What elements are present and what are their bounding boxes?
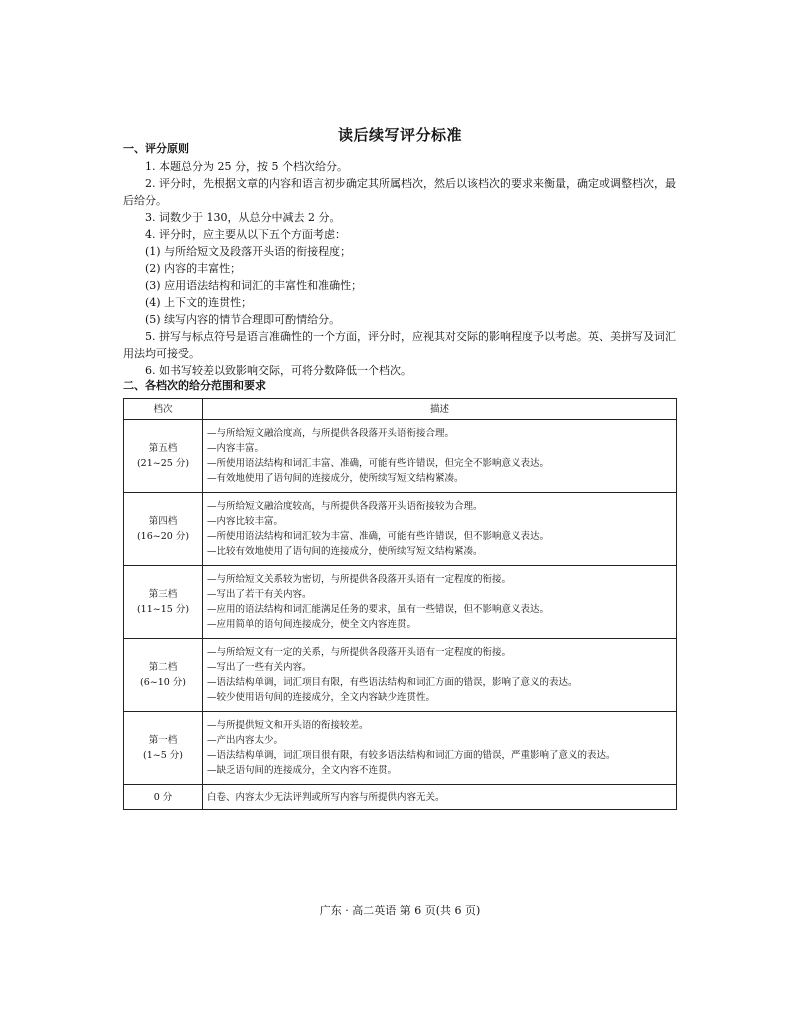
level-name: 第二档 — [148, 662, 178, 673]
consideration-item: (2) 内容的丰富性； — [145, 262, 242, 275]
description-cell — [203, 566, 677, 639]
description-line: —所使用语法结构和词汇较为丰富、准确，可能有些许错误，但不影响意义表达。 — [207, 531, 550, 542]
principles-block — [123, 158, 683, 379]
level-range: (16~20 分) — [136, 531, 190, 542]
section-heading-principles: 一、评分原则 — [123, 142, 189, 155]
table-row — [124, 420, 677, 493]
level-range: (1~5 分) — [143, 750, 183, 761]
consideration-item: (4) 上下文的连贯性； — [145, 296, 253, 309]
description-line: —内容比较丰富。 — [207, 516, 284, 527]
level-name: 第三档 — [148, 589, 178, 600]
level-range: (6~10 分) — [139, 677, 187, 688]
level-range: (11~15 分) — [136, 604, 190, 615]
description-line: —较少使用语句间的连接成分，全文内容缺少连贯性。 — [207, 692, 436, 703]
consideration-item: (3) 应用语法结构和词汇的丰富性和准确性； — [145, 279, 363, 292]
description-cell — [203, 493, 677, 566]
description-line: —写出了若干有关内容。 — [207, 589, 312, 600]
description-line: —内容丰富。 — [207, 443, 265, 454]
description-line: —与所提供短文和开头语的衔接较差。 — [207, 720, 369, 731]
table-row — [124, 493, 677, 566]
description-line: —应用简单的语句间连接成分，使全文内容连贯。 — [207, 619, 417, 630]
table-row-zero — [124, 785, 677, 810]
description-line: —与所给短文关系较为密切，与所提供各段落开头语有一定程度的衔接。 — [207, 574, 512, 585]
table-header-row — [124, 399, 677, 420]
table-row — [124, 712, 677, 785]
description-cell — [203, 639, 677, 712]
description-line: —语法结构单调，词汇项目有限，有些语法结构和词汇方面的错误，影响了意义的表达。 — [207, 677, 578, 688]
level-name: 第五档 — [148, 443, 178, 454]
description-line: —与所给短文有一定的关系，与所提供各段落开头语有一定程度的衔接。 — [207, 647, 512, 658]
description-line: —与所给短文融洽度较高，与所提供各段落开头语衔接较为合理。 — [207, 501, 483, 512]
page-footer: 广东 · 高二英语 第 6 页(共 6 页) — [319, 904, 481, 917]
level-range: (21~25 分) — [136, 458, 190, 469]
description-line: —语法结构单调，词汇项目很有限，有较多语法结构和词汇方面的错误，严重影响了意义的表达。 — [207, 750, 616, 761]
description-cell — [203, 712, 677, 785]
grading-table — [123, 398, 677, 810]
level-name: 第一档 — [148, 735, 178, 746]
principle-item: 5. 拼写与标点符号是语言准确性的一个方面，评分时，应视其对交际的影响程度予以考虑。英、美拼写及词汇用法均可接受。 — [123, 330, 676, 360]
description-line: —应用的语法结构和词汇能满足任务的要求，虽有一些错误，但不影响意义表达。 — [207, 604, 550, 615]
description-line: —比较有效地使用了语句间的连接成分，使所续写短文结构紧凑。 — [207, 546, 483, 557]
page-title: 读后续写评分标准 — [337, 126, 462, 144]
level-cell — [124, 639, 203, 712]
level-name: 第四档 — [148, 516, 178, 527]
level-cell — [124, 493, 203, 566]
description-line: —缺乏语句间的连接成分，全文内容不连贯。 — [207, 765, 398, 776]
consideration-item: (5) 续写内容的情节合理即可酌情给分。 — [145, 313, 341, 326]
section-heading-levels: 二、各档次的给分范围和要求 — [123, 379, 266, 392]
principle-item: 1. 本题总分为 25 分，按 5 个档次给分。 — [145, 160, 348, 173]
level-cell — [124, 712, 203, 785]
level-cell: 0 分 — [124, 785, 203, 810]
principle-item: 4. 评分时，应主要从以下五个方面考虑： — [145, 228, 346, 241]
principle-item: 6. 如书写较差以致影响交际，可将分数降低一个档次。 — [145, 364, 412, 377]
header-level: 档次 — [124, 399, 203, 420]
description-cell — [203, 420, 677, 493]
level-cell — [124, 420, 203, 493]
principle-item: 3. 词数少于 130，从总分中减去 2 分。 — [145, 211, 341, 224]
level-cell — [124, 566, 203, 639]
table-row — [124, 566, 677, 639]
description-cell: 白卷、内容太少无法评判或所写内容与所提供内容无关。 — [203, 785, 677, 810]
description-line: —写出了一些有关内容。 — [207, 662, 312, 673]
header-description: 描述 — [203, 399, 677, 420]
description-line: —有效地使用了语句间的连接成分，使所续写短文结构紧凑。 — [207, 473, 464, 484]
principle-item: 2. 评分时，先根据文章的内容和语言初步确定其所属档次，然后以该档次的要求来衡量，确定或调整档次，最后给分。 — [123, 177, 676, 207]
consideration-item: (1) 与所给短文及段落开头语的衔接程度； — [145, 245, 352, 258]
description-line: —所使用语法结构和词汇丰富、准确，可能有些许错误，但完全不影响意义表达。 — [207, 458, 550, 469]
description-line: —与所给短文融洽度高，与所提供各段落开头语衔接合理。 — [207, 428, 455, 439]
table-row — [124, 639, 677, 712]
description-line: —产出内容太少。 — [207, 735, 284, 746]
